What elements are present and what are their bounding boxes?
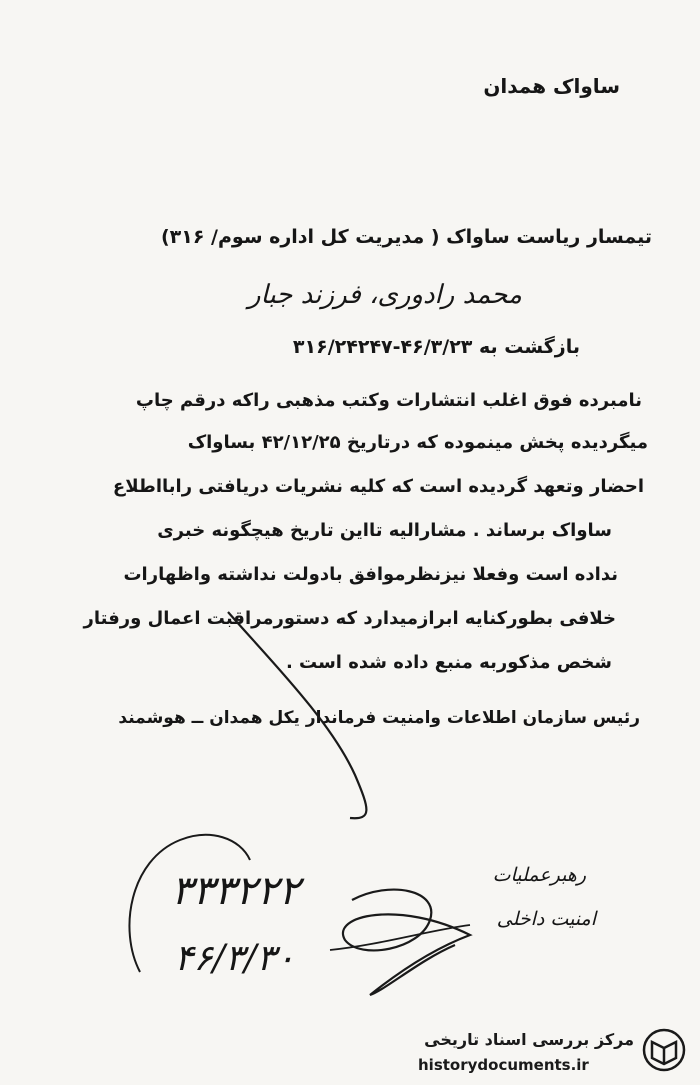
- header-org: ساواک همدان: [483, 74, 620, 98]
- signature-line: رئیس سازمان اطلاعات وامنیت فرماندار یکل همدان ــ هوشمند: [118, 708, 640, 728]
- loop-stroke: [129, 835, 250, 972]
- body-line: نامبرده فوق اغلب انتشارات وکتب مذهبی راکه درقم چاپ: [135, 390, 642, 411]
- diagonal-stroke: [228, 612, 366, 818]
- footer-website: historydocuments.ir: [418, 1056, 589, 1074]
- handwritten-date: ۴۶/۳/۳۰: [174, 938, 295, 979]
- signature-scribble: [343, 890, 470, 995]
- body-line: ساواک برساند . مشارالیه تااین تاریخ هیچگونه خبری: [157, 520, 612, 541]
- addressee-line: تیمسار ریاست ساواک ( مدیریت کل اداره سوم/ ۳۱۶): [160, 226, 652, 248]
- reference-line: بازگشت به ۴۶/۳/۲۳-۳۱۶/۲۴۲۴۷: [292, 336, 580, 358]
- body-line: احضار وتعهد گردیده است که کلیه نشریات دریافتی رابااطلاع: [112, 476, 644, 497]
- subject-handwritten: محمد رادوری، فرزند جبار: [247, 280, 522, 310]
- annotation-dept: امنیت داخلی: [496, 908, 596, 930]
- body-line: شخص مذکوربه منبع داده شده است .: [285, 652, 612, 673]
- body-line: میگردیده پخش مینموده که درتاریخ ۴۲/۱۲/۲۵ بساواک: [187, 432, 648, 453]
- handwritten-number: ۳۳۳۲۲۲: [171, 868, 300, 914]
- footer-center-name: مرکز بررسی اسناد تاریخی: [424, 1030, 634, 1049]
- annotation-title: رهبرعملیات: [492, 864, 586, 886]
- book-logo-icon: [640, 1026, 688, 1074]
- body-line: نداده است وفعلا نیزنظرموافق بادولت نداشته واظهارات: [123, 564, 618, 585]
- body-line: خلافی بطورکنایه ابرازمیدارد که دستورمراقبت اعمال ورفتار: [83, 608, 616, 629]
